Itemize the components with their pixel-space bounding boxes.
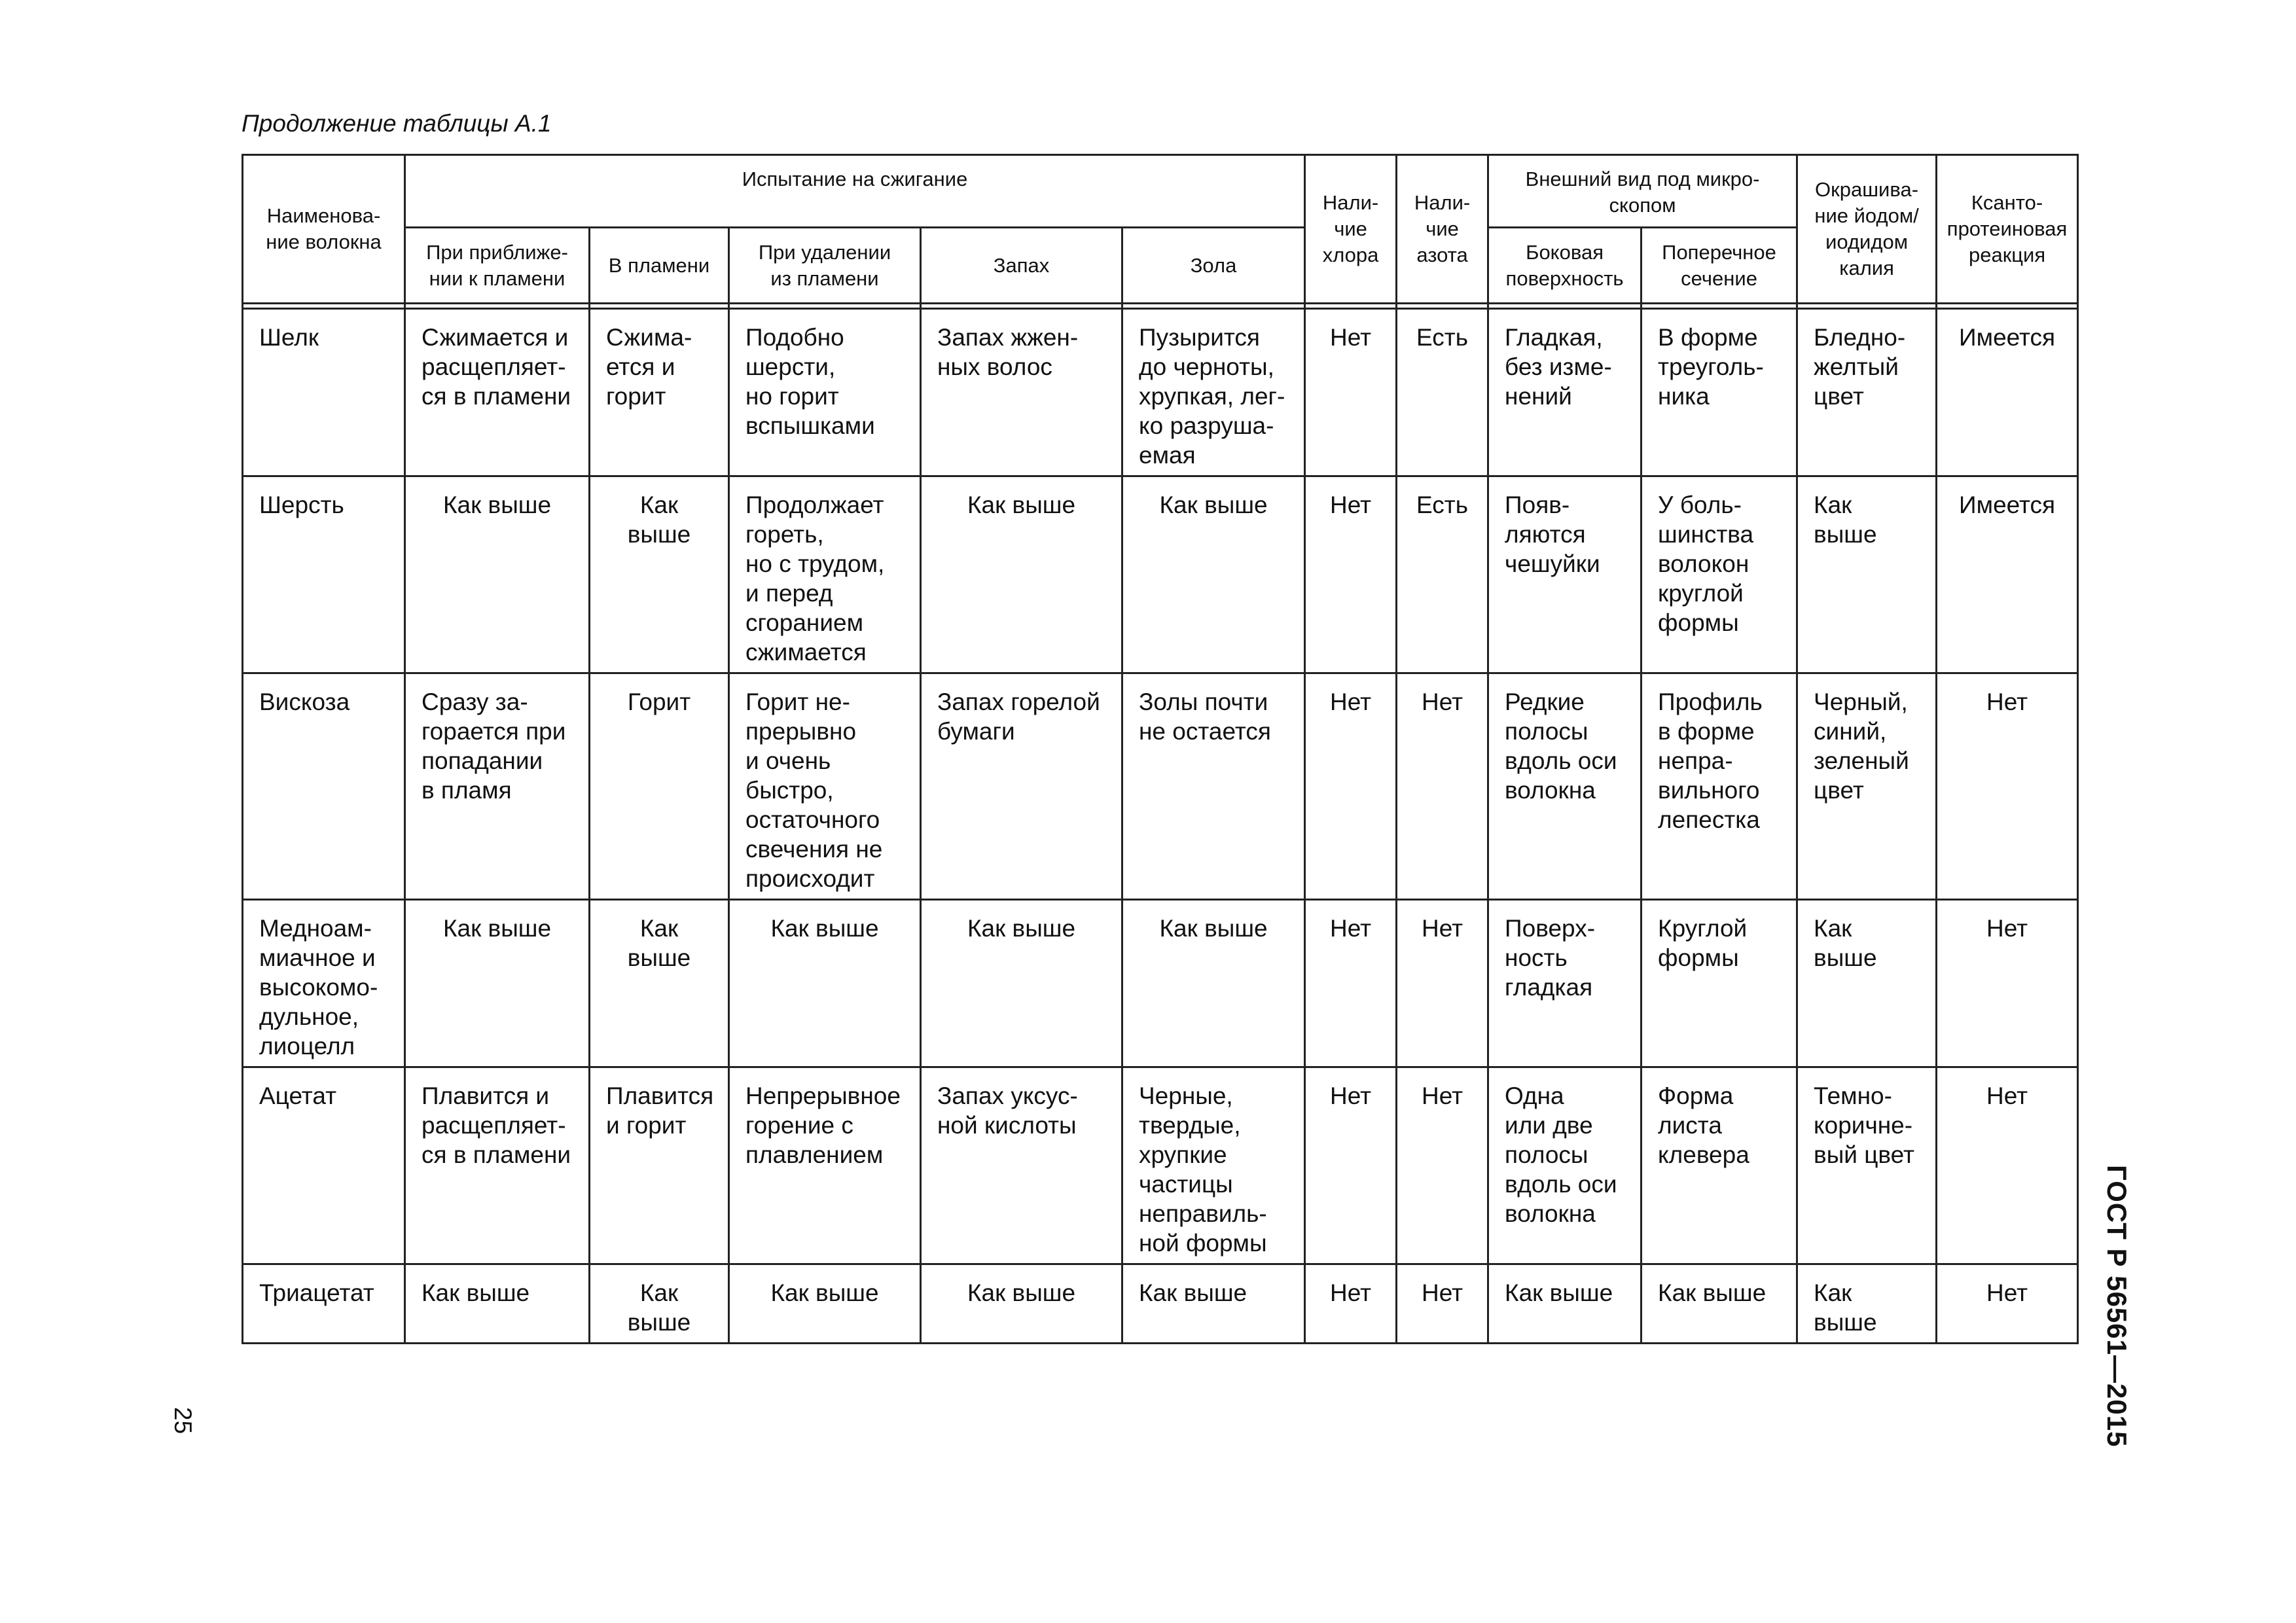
- cell-iodine: Бледно- желтый цвет: [1797, 309, 1937, 476]
- cell-smell: Как выше: [921, 476, 1122, 673]
- cell-ash: Как выше: [1122, 1264, 1305, 1344]
- cell-smell: Как выше: [921, 900, 1122, 1067]
- cell-removal: Непрерывное горение с плавлением: [729, 1067, 921, 1264]
- header-smell: [921, 228, 1122, 304]
- cell-chlorine: Нет: [1305, 673, 1397, 900]
- cell-fiber-name: Триацетат: [243, 1264, 405, 1344]
- header-ash: [1122, 228, 1305, 304]
- cell-in-flame: Сжима- ется и горит: [590, 309, 729, 476]
- header-cross-section-label: Поперечное сечение: [1662, 240, 1776, 290]
- cell-approach: Плавится и расщепляет- ся в пламени: [405, 1067, 590, 1264]
- cell-ash: Черные, твердые, хрупкие частицы неправиль- ной формы: [1122, 1067, 1305, 1264]
- cell-xanthoprotein: Нет: [1937, 673, 2078, 900]
- cell-approach: Как выше: [405, 1264, 590, 1344]
- table-row: [243, 1067, 2078, 1264]
- header-removal-label: При удалении из пламени: [758, 240, 891, 290]
- fiber-identification-table: [242, 154, 2079, 1344]
- cell-nitrogen: Есть: [1397, 476, 1488, 673]
- header-approach: [405, 228, 590, 304]
- cell-side-surface: Одна или две полосы вдоль оси волокна: [1488, 1067, 1641, 1264]
- cell-nitrogen: Нет: [1397, 673, 1488, 900]
- header-burn-test-label: Испытание на сжигание: [742, 168, 968, 190]
- header-ash-label: Зола: [1190, 253, 1237, 277]
- cell-smell: Запах горелой бумаги: [921, 673, 1122, 900]
- standard-designation: ГОСТ Р 56561—2015: [2102, 1165, 2132, 1448]
- header-microscope-label: Внешний вид под микро- скопом: [1525, 168, 1760, 217]
- header-nitrogen: [1397, 155, 1488, 304]
- header-side-surface: [1488, 228, 1641, 304]
- table-caption: Продолжение таблицы А.1: [242, 110, 552, 137]
- cell-cross-section: Профиль в форме непра- вильного лепестка: [1641, 673, 1797, 900]
- cell-cross-section: Как выше: [1641, 1264, 1797, 1344]
- header-microscope: [1488, 155, 1797, 228]
- table-row: [243, 309, 2078, 476]
- cell-fiber-name: Ацетат: [243, 1067, 405, 1264]
- cell-smell: Запах жжен- ных волос: [921, 309, 1122, 476]
- cell-approach: Сразу за- горается при попадании в пламя: [405, 673, 590, 900]
- cell-cross-section: Круглой формы: [1641, 900, 1797, 1067]
- cell-approach: Сжимается и расщепляет- ся в пламени: [405, 309, 590, 476]
- cell-chlorine: Нет: [1305, 309, 1397, 476]
- cell-in-flame: Как выше: [590, 900, 729, 1067]
- header-removal: [729, 228, 921, 304]
- cell-side-surface: Поверх- ность гладкая: [1488, 900, 1641, 1067]
- cell-xanthoprotein: Нет: [1937, 1264, 2078, 1344]
- cell-removal: Горит не- прерывно и очень быстро, остаточного свечения не происходит: [729, 673, 921, 900]
- cell-side-surface: Появ- ляются чешуйки: [1488, 476, 1641, 673]
- cell-ash: Как выше: [1122, 900, 1305, 1067]
- cell-removal: Как выше: [729, 900, 921, 1067]
- header-smell-label: Запах: [993, 253, 1050, 277]
- cell-nitrogen: Нет: [1397, 900, 1488, 1067]
- cell-xanthoprotein: Имеется: [1937, 476, 2078, 673]
- cell-cross-section: В форме треуголь- ника: [1641, 309, 1797, 476]
- table-row: [243, 1264, 2078, 1344]
- table-row: [243, 476, 2078, 673]
- cell-iodine: Как выше: [1797, 1264, 1937, 1344]
- cell-xanthoprotein: Имеется: [1937, 309, 2078, 476]
- cell-in-flame: Горит: [590, 673, 729, 900]
- header-in-flame-label: В пламени: [608, 253, 710, 277]
- header-xanthoprotein: [1937, 155, 2078, 304]
- cell-approach: Как выше: [405, 476, 590, 673]
- cell-fiber-name: Медноам- миачное и высокомо- дульное, лиоцелл: [243, 900, 405, 1067]
- cell-xanthoprotein: Нет: [1937, 900, 2078, 1067]
- cell-removal: Продолжает гореть, но с трудом, и перед сгоранием сжимается: [729, 476, 921, 673]
- header-separator: [243, 304, 2078, 309]
- cell-in-flame: Плавится и горит: [590, 1067, 729, 1264]
- cell-chlorine: Нет: [1305, 1264, 1397, 1344]
- cell-nitrogen: Нет: [1397, 1067, 1488, 1264]
- cell-xanthoprotein: Нет: [1937, 1067, 2078, 1264]
- cell-smell: Запах уксус- ной кислоты: [921, 1067, 1122, 1264]
- header-burn-test: [405, 155, 1305, 228]
- table-row: [243, 900, 2078, 1067]
- header-cross-section: [1641, 228, 1797, 304]
- cell-removal: Подобно шерсти, но горит вспышками: [729, 309, 921, 476]
- cell-nitrogen: Нет: [1397, 1264, 1488, 1344]
- cell-approach: Как выше: [405, 900, 590, 1067]
- page-number: 25: [170, 1407, 196, 1435]
- cell-iodine: Как выше: [1797, 900, 1937, 1067]
- cell-removal: Как выше: [729, 1264, 921, 1344]
- header-xanthoprotein-label: Ксанто- протеиновая реакция: [1946, 191, 2068, 266]
- header-approach-label: При приближе- нии к пламени: [426, 240, 568, 290]
- cell-ash: Как выше: [1122, 476, 1305, 673]
- cell-in-flame: Как выше: [590, 476, 729, 673]
- cell-in-flame: Как выше: [590, 1264, 729, 1344]
- header-side-surface-label: Боковая поверхность: [1505, 240, 1624, 290]
- cell-iodine: Черный, синий, зеленый цвет: [1797, 673, 1937, 900]
- header-iodine: [1797, 155, 1937, 304]
- cell-side-surface: Гладкая, без изме- нений: [1488, 309, 1641, 476]
- cell-iodine: Как выше: [1797, 476, 1937, 673]
- cell-ash: Пузырится до черноты, хрупкая, лег- ко разруша- емая: [1122, 309, 1305, 476]
- header-iodine-label: Окрашива- ние йодом/ иодидом калия: [1814, 178, 1919, 279]
- cell-nitrogen: Есть: [1397, 309, 1488, 476]
- header-fiber-name-label: Наименова- ние волокна: [266, 204, 382, 253]
- cell-cross-section: Форма листа клевера: [1641, 1067, 1797, 1264]
- header-fiber-name: [243, 155, 405, 304]
- cell-ash: Золы почти не остается: [1122, 673, 1305, 900]
- cell-smell: Как выше: [921, 1264, 1122, 1344]
- cell-chlorine: Нет: [1305, 900, 1397, 1067]
- header-nitrogen-label: Нали- чие азота: [1414, 191, 1471, 266]
- cell-chlorine: Нет: [1305, 1067, 1397, 1264]
- cell-fiber-name: Шелк: [243, 309, 405, 476]
- cell-fiber-name: Шерсть: [243, 476, 405, 673]
- cell-chlorine: Нет: [1305, 476, 1397, 673]
- cell-cross-section: У боль- шинства волокон круглой формы: [1641, 476, 1797, 673]
- header-in-flame: [590, 228, 729, 304]
- header-chlorine-label: Нали- чие хлора: [1322, 191, 1379, 266]
- table-row: [243, 673, 2078, 900]
- cell-side-surface: Редкие полосы вдоль оси волокна: [1488, 673, 1641, 900]
- cell-side-surface: Как выше: [1488, 1264, 1641, 1344]
- cell-iodine: Темно- коричне- вый цвет: [1797, 1067, 1937, 1264]
- cell-fiber-name: Вискоза: [243, 673, 405, 900]
- header-chlorine: [1305, 155, 1397, 304]
